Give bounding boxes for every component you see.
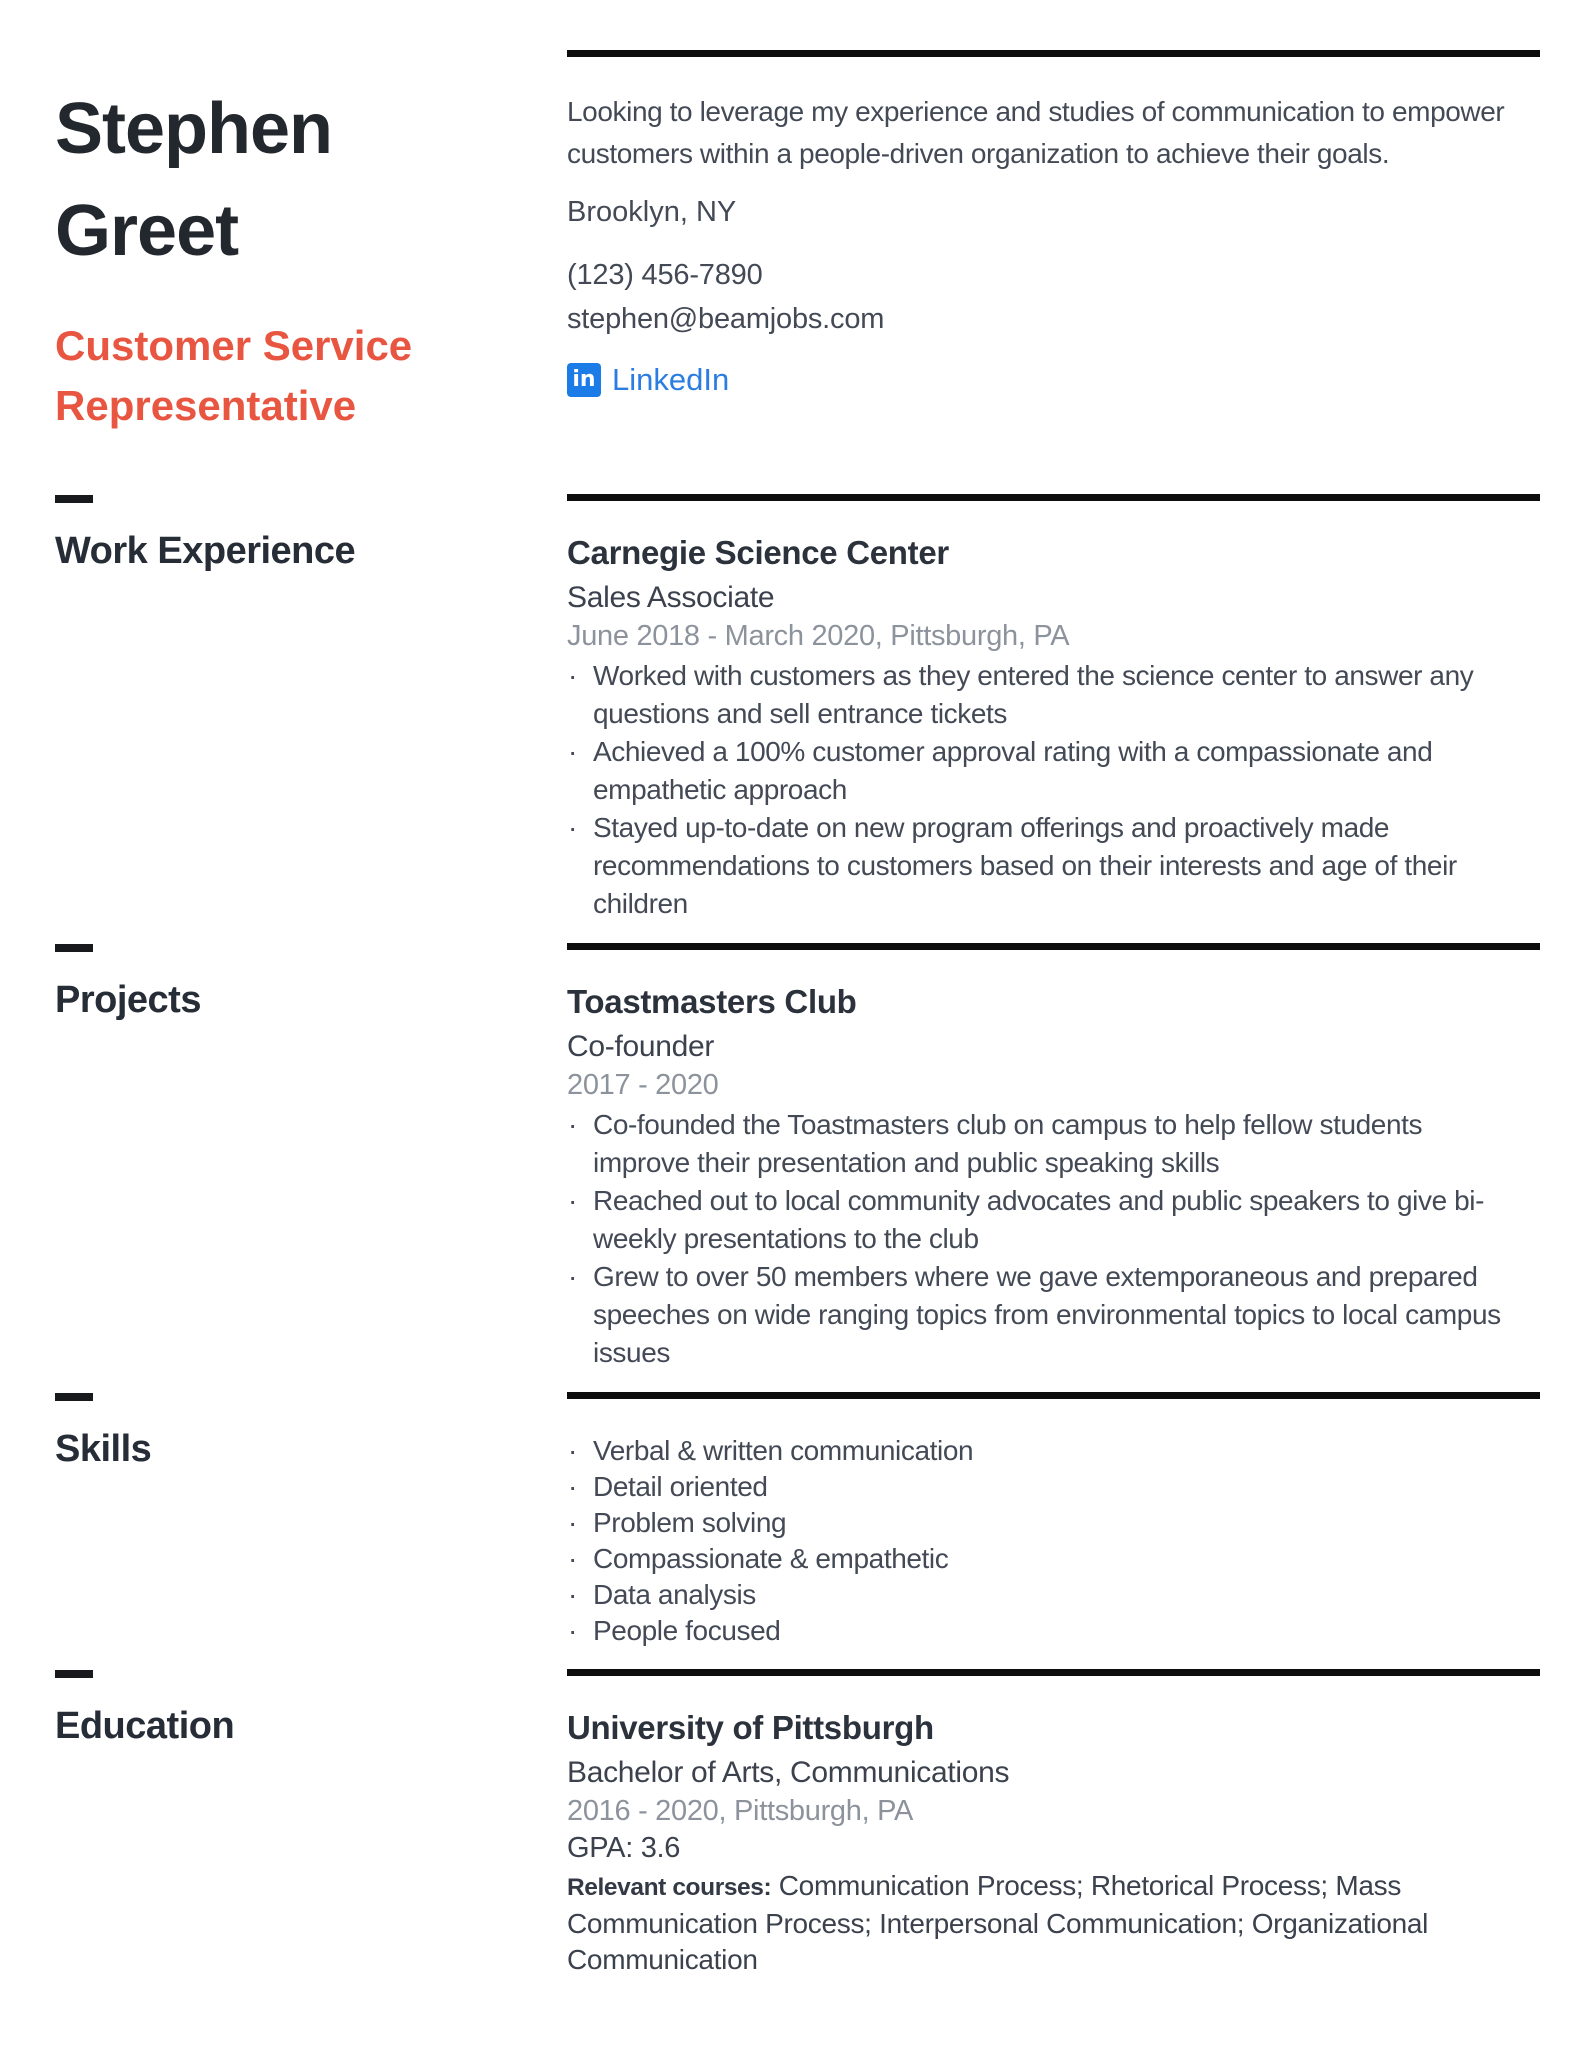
section-label-work-experience: Work Experience: [55, 530, 356, 572]
job-bullet: · Worked with customers as they entered the science center to answer any questions and sell entrance tickets: [567, 657, 1540, 733]
job-dates-location: June 2018 - March 2020, Pittsburgh, PA: [567, 620, 1070, 652]
degree-name: Bachelor of Arts, Communications: [567, 1756, 1010, 1789]
skill-item: · Data analysis: [567, 1577, 1540, 1613]
section-divider-rule: [567, 1669, 1540, 1676]
section-divider-rule: [567, 943, 1540, 950]
skill-item: · Detail oriented: [567, 1469, 1540, 1505]
section-label-projects: Projects: [55, 979, 201, 1021]
project-bullet: · Co-founded the Toastmasters club on campus to help fellow students improve their presentation and public speaking skills: [567, 1106, 1540, 1182]
project-dates: 2017 - 2020: [567, 1069, 719, 1101]
skill-item: · Compassionate & empathetic: [567, 1541, 1540, 1577]
section-dash: [55, 495, 93, 503]
work-experience-content: [567, 494, 1540, 923]
phone-number: (123) 456-7890: [567, 259, 763, 291]
section-education: [55, 1669, 1540, 1978]
project-role: Co-founder: [567, 1030, 715, 1063]
section-skills: [55, 1392, 1540, 1649]
work-experience-left: [55, 494, 567, 923]
relevant-courses: [567, 1868, 1540, 1978]
job-bullet: · Stayed up-to-date on new program offerings and proactively made recommendations to customers based on their interests and age of their children: [567, 809, 1540, 923]
section-dash: [55, 944, 93, 952]
projects-content: [567, 943, 1540, 1372]
job-role: Sales Associate: [567, 581, 775, 614]
job-bullet: · Achieved a 100% customer approval rating with a compassionate and empathetic approach: [567, 733, 1540, 809]
header-divider-rule: [567, 50, 1540, 57]
linkedin-row: [567, 363, 1540, 397]
skills-left: [55, 1392, 567, 1649]
gpa-value: GPA: 3.6: [567, 1832, 681, 1864]
job-bullet-list: [567, 657, 1540, 923]
projects-left: [55, 943, 567, 1372]
person-name: Stephen Greet: [55, 89, 333, 271]
relevant-courses-label: Relevant courses:: [567, 1874, 772, 1901]
header-right-column: [567, 50, 1540, 436]
section-work-experience: [55, 494, 1540, 923]
section-dash: [55, 1670, 93, 1678]
resume-header: [55, 50, 1540, 436]
skills-content: [567, 1392, 1540, 1649]
section-projects: [55, 943, 1540, 1372]
skills-list: [567, 1433, 1540, 1649]
linkedin-icon: in: [567, 363, 601, 397]
education-dates-location: 2016 - 2020, Pittsburgh, PA: [567, 1795, 914, 1827]
project-bullet: · Grew to over 50 members where we gave extemporaneous and prepared speeches on wide ranging topics from environmental topics to local campus issues: [567, 1258, 1540, 1372]
contact-block: [567, 253, 1540, 341]
section-label-education: Education: [55, 1705, 235, 1747]
header-left-column: [55, 50, 567, 436]
section-dash: [55, 1393, 93, 1401]
employer-name: Carnegie Science Center: [567, 534, 949, 571]
relevant-courses-list: Communication Process; Rhetorical Process; Mass Communication Process; Interpersonal Communication; Organizational Communication: [567, 1870, 1429, 1975]
linkedin-link[interactable]: LinkedIn: [612, 362, 730, 397]
email-address: stephen@beamjobs.com: [567, 303, 885, 335]
person-job-title: Customer Service Representative: [55, 322, 413, 429]
location-text: Brooklyn, NY: [567, 196, 737, 228]
section-label-skills: Skills: [55, 1428, 152, 1470]
section-divider-rule: [567, 1392, 1540, 1399]
skill-item: · People focused: [567, 1613, 1540, 1649]
project-bullet: · Reached out to local community advocates and public speakers to give bi-weekly presentations to the club: [567, 1182, 1540, 1258]
project-name: Toastmasters Club: [567, 983, 857, 1020]
project-bullet-list: [567, 1106, 1540, 1372]
education-content: [567, 1669, 1540, 1978]
skill-item: · Problem solving: [567, 1505, 1540, 1541]
school-name: University of Pittsburgh: [567, 1709, 934, 1746]
skill-item: · Verbal & written communication: [567, 1433, 1540, 1469]
summary-text: Looking to leverage my experience and studies of communication to empower customers within a people-driven organization to achieve their goals.: [567, 96, 1505, 169]
education-left: [55, 1669, 567, 1978]
section-divider-rule: [567, 494, 1540, 501]
